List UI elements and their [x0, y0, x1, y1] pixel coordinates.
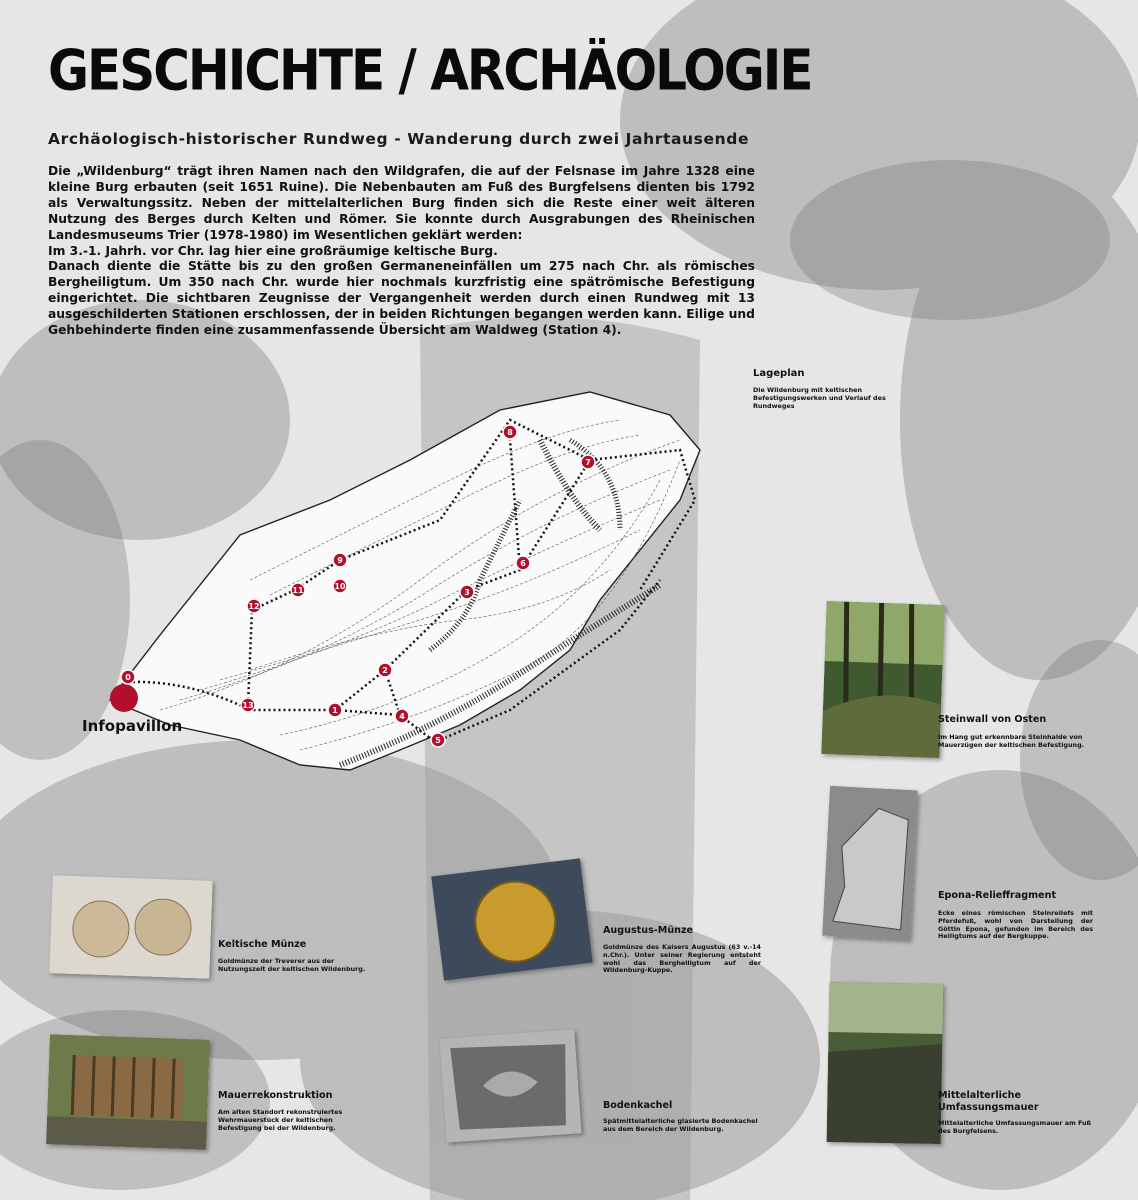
- photo-title: Epona-Relieffragment: [938, 890, 1057, 901]
- station-marker-11: [291, 583, 305, 597]
- photo-title: Keltische Münze: [218, 939, 307, 950]
- station-marker-6: [516, 556, 530, 570]
- station-marker-3: [460, 585, 474, 599]
- photo-caption: Am alten Standort rekonstruiertes Wehrmauerstück der keltischen Befestigung bei der Wildenburg.: [218, 1108, 343, 1132]
- photo-caption: Spätmittelalterliche glasierte Bodenkachel aus dem Bereich der Wildenburg.: [603, 1117, 758, 1133]
- intro-paragraph: Danach diente die Stätte bis zu den großen Germaneneinfällen um 275 nach Chr. als römisches Bergheiligtum. Um 350 nach Chr. wurde hier nochmals kurzfristig eine spätrömische Befestigung eingerichtet. Die sichtbaren Zeugnisse der Vergangenheit werden durch einen Rundweg mit 13 ausgeschilderten Stationen erschlossen, der in beiden Richtungen begangen werden kann. Eilige und Gehbehinderte finden eine zusammenfassende Übersicht am Waldweg (Station 4).: [48, 259, 755, 338]
- station-marker-7: [581, 455, 595, 469]
- station-number: 10: [334, 582, 346, 591]
- station-number: 0: [125, 673, 131, 682]
- station-markers: [100, 380, 720, 780]
- map-title: Lageplan: [753, 368, 805, 379]
- intro-paragraph: Im 3.-1. Jahrh. vor Chr. lag hier eine großräumige keltische Burg.: [48, 243, 498, 258]
- bodenkachel-photo: [440, 1029, 582, 1142]
- station-number: 4: [399, 712, 405, 721]
- station-number: 7: [585, 458, 591, 467]
- steinwall-photo: [821, 601, 944, 758]
- photo-title: Steinwall von Osten: [938, 714, 1047, 725]
- photo-title: Mauerrekonstruktion: [218, 1090, 333, 1101]
- map-caption: Die Wildenburg mit keltischen Befestigungswerken und Verlauf des Rundweges: [753, 386, 886, 410]
- station-number: 2: [382, 666, 388, 675]
- intro-paragraph: Die „Wildenburg“ trägt ihren Namen nach den Wildgrafen, die auf der Felsnase im Jahre 1328 eine kleine Burg erbauten (seit 1651 Ruine). Die Nebenbauten am Fuß des Burgfelsens dienten bis 1792 als Verwaltungssitz. Neben der mittelalterlichen Burg finden sich die Reste einer weit älteren Nutzung des Berges durch Kelten und Römer. Sie konnte durch Ausgrabungen des Rheinischen Landesmuseums Trier (1978-1980) im Wesentlichen geklärt werden:: [48, 164, 755, 242]
- epona-photo: [822, 786, 918, 940]
- station-marker-2: [378, 663, 392, 677]
- photo-caption: Mittelalterliche Umfassungsmauer am Fuß des Burgfelsens.: [938, 1119, 1092, 1135]
- photo-title: Mittelalterliche Umfassungsmauer: [938, 1090, 1039, 1113]
- station-number: 3: [464, 588, 470, 597]
- page-subtitle: Archäologisch-historischer Rundweg - Wanderung durch zwei Jahrtausende: [48, 130, 750, 148]
- intro-text: [48, 164, 755, 339]
- station-marker-10: [333, 579, 347, 593]
- station-number: 1: [332, 706, 338, 715]
- station-marker-5: [431, 733, 445, 747]
- station-number: 9: [337, 556, 343, 565]
- mauerrekonstruktion-photo: [46, 1034, 210, 1150]
- infopavillon-marker: [110, 684, 138, 712]
- photo-title: Augustus-Münze: [603, 925, 694, 936]
- photo-title: Bodenkachel: [603, 1100, 673, 1111]
- photo-caption: Goldmünze der Treverer aus der Nutzungszeit der keltischen Wildenburg.: [218, 957, 366, 973]
- station-number: 11: [292, 586, 304, 595]
- photo-caption: Ecke eines römischen Steinreliefs mit Pferdefuß, wohl von Darstellung der Göttin Epona, gefunden im Bereich des Heiligtums auf der Bergkuppe.: [938, 909, 1093, 941]
- photo-caption: Goldmünze des Kaisers Augustus (63 v.-14 n.Chr.). Unter seiner Regierung entsteht wohl das Bergheiligtum auf der Wildenburg-Kuppe.: [603, 943, 761, 975]
- augustus-photo: [431, 858, 593, 980]
- station-marker-1: [328, 703, 342, 717]
- station-marker-12: [247, 599, 261, 613]
- station-marker-13: [241, 698, 255, 712]
- station-marker-4: [395, 709, 409, 723]
- keltische-muenze-photo: [49, 875, 212, 979]
- station-marker-0: [121, 670, 135, 684]
- station-marker-9: [333, 553, 347, 567]
- station-marker-8: [503, 425, 517, 439]
- station-number: 12: [248, 602, 260, 611]
- page-title: GESCHICHTE / ARCHÄOLOGIE: [48, 38, 812, 103]
- station-number: 8: [507, 428, 513, 437]
- station-number: 5: [435, 736, 441, 745]
- mauer-mittelalter-photo: [827, 982, 944, 1144]
- infopavillon-label: Infopavillon: [82, 717, 183, 735]
- station-number: 13: [242, 701, 254, 710]
- station-number: 6: [520, 559, 526, 568]
- photo-caption: Im Hang gut erkennbare Steinhalde von Mauerzügen der keltischen Befestigung.: [938, 733, 1085, 749]
